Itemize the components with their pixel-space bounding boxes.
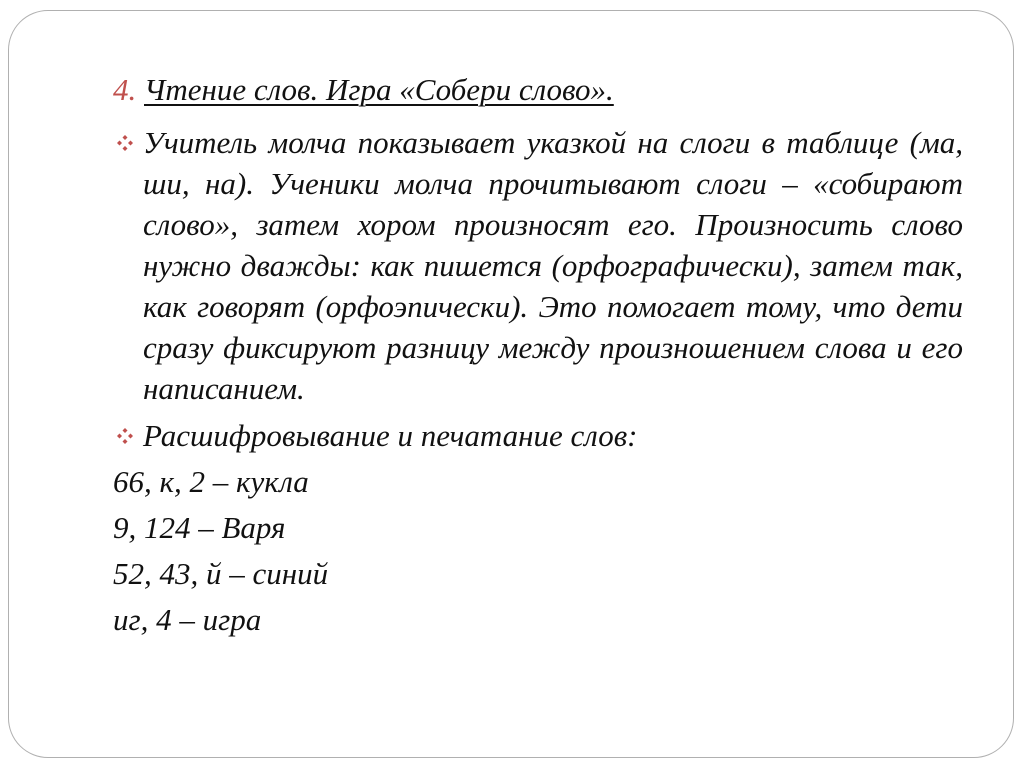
example-line: 9, 124 – Варя <box>113 510 286 545</box>
bullet-text: Расшифровывание и печатание слов: <box>143 418 638 453</box>
bullet-text: Учитель молча показывает указкой на слоги в таблице (ма, ши, на). Ученики молча прочитывают слоги – «собирают слово», затем хором произносят его. Произносить слово нужно дважды: как пишется (орфографически), затем так, как говорят (орфоэпически). Это помогает тому, что дети сразу фиксируют разницу между произношением слова и его написанием. <box>143 125 963 406</box>
section-title: Чтение слов. Игра «Собери слово». <box>144 72 614 107</box>
example-line: 52, 43, й – синий <box>113 556 329 591</box>
bullet-item <box>113 413 963 459</box>
section-heading <box>113 66 963 114</box>
example-line: 66, к, 2 – кукла <box>113 464 309 499</box>
example-line: иг, 4 – игра <box>113 602 262 637</box>
slide-content <box>113 66 963 643</box>
diamond-bullet-icon <box>116 134 134 152</box>
section-number: 4. <box>113 72 137 107</box>
diamond-bullet-icon <box>116 427 134 445</box>
bullet-item <box>113 122 963 409</box>
